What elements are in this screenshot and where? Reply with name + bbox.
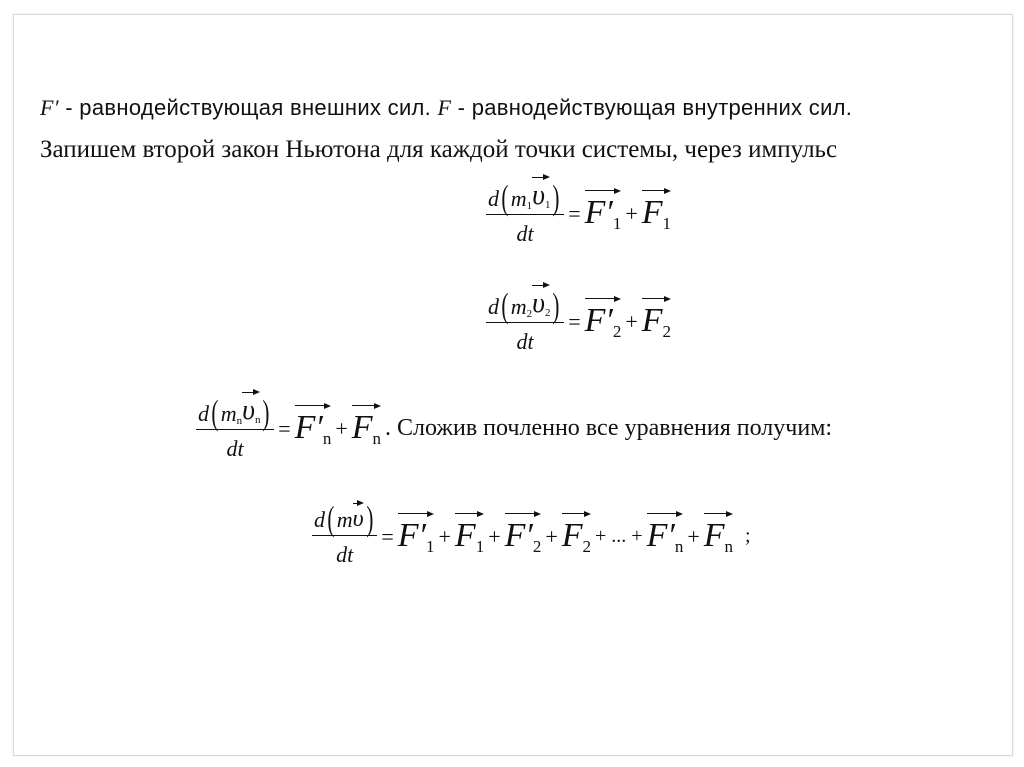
velocity-vector: $\upsilon_1$: [532, 180, 550, 212]
internal-force-vector: $F_2$: [642, 302, 671, 342]
fraction: d ( m n $\upsilon_n$ ) dt: [196, 395, 274, 462]
line-resultant-forces: [40, 95, 852, 121]
d-symbol: d: [488, 186, 499, 211]
plus-sign: +: [335, 415, 348, 441]
d-symbol: d: [488, 294, 499, 319]
internal-force-vector: $F_n$: [352, 409, 381, 449]
velocity-vector: $\upsilon_2$: [532, 288, 550, 320]
dt-denominator: dt: [226, 436, 244, 461]
mass-symbol: m: [336, 507, 353, 533]
external-force-vector: $F'_n$: [295, 409, 332, 449]
external-force-vector: $F'_2$: [585, 302, 622, 342]
equation-n: [196, 392, 833, 462]
fraction: d ( m 2 $\upsilon_2$ ) dt: [486, 288, 564, 355]
symbol-f-prime: F′: [40, 95, 59, 120]
equation-sum: [312, 499, 751, 568]
d-symbol: d: [198, 401, 209, 426]
internal-force-vector: $F_1$: [642, 194, 671, 234]
equals-sign: =: [568, 308, 581, 334]
symbol-f: F: [437, 95, 452, 120]
plus-sign: +: [545, 523, 558, 549]
plus-sign: +: [438, 523, 451, 549]
force-term-5: $F'_n$: [647, 517, 684, 557]
mass-index: 1: [526, 200, 533, 212]
equals-sign: =: [568, 200, 581, 226]
force-term-4: $F_2$: [562, 517, 591, 557]
force-term-6: $F_n$: [704, 517, 733, 557]
line-newton-law: Запишем второй закон Ньютона для каждой точки системы, через импульс: [40, 136, 838, 163]
summing-text: . Сложив почленно все уравнения получим:: [385, 415, 833, 441]
mass-symbol: m: [510, 294, 527, 319]
ellipsis: + ... +: [595, 525, 643, 548]
text-internal-forces: - равнодействующая внутренних сил.: [451, 95, 853, 120]
external-force-vector: $F'_1$: [585, 194, 622, 234]
semicolon: ;: [745, 525, 751, 548]
plus-sign: +: [488, 523, 501, 549]
mass-index: n: [236, 415, 243, 427]
equation-1: [486, 177, 672, 247]
equals-sign: =: [278, 415, 291, 441]
plus-sign: +: [625, 200, 638, 226]
text-external-forces: - равнодействующая внешних сил.: [58, 95, 432, 120]
force-term-3: $F'_2$: [505, 517, 542, 557]
fraction: d ( m 1 $\upsilon_1$ ) dt: [486, 180, 564, 247]
force-term-1: $F'_1$: [398, 517, 435, 557]
d-symbol: d: [314, 507, 325, 533]
fraction: d ( m υ ) dt: [312, 505, 377, 568]
slide: [13, 14, 1013, 756]
equation-2: [486, 285, 672, 355]
velocity-vector: υ: [353, 506, 364, 533]
mass-index: 2: [526, 308, 533, 320]
force-term-2: $F_1$: [455, 517, 484, 557]
dt-denominator: dt: [336, 542, 354, 568]
mass-symbol: m: [510, 186, 527, 211]
plus-sign: +: [625, 308, 638, 334]
dt-denominator: dt: [516, 329, 534, 354]
equals-sign: =: [381, 523, 394, 549]
plus-sign: +: [687, 523, 700, 549]
mass-symbol: m: [220, 401, 237, 426]
dt-denominator: dt: [516, 221, 534, 246]
velocity-vector: $\upsilon_n$: [242, 395, 260, 427]
